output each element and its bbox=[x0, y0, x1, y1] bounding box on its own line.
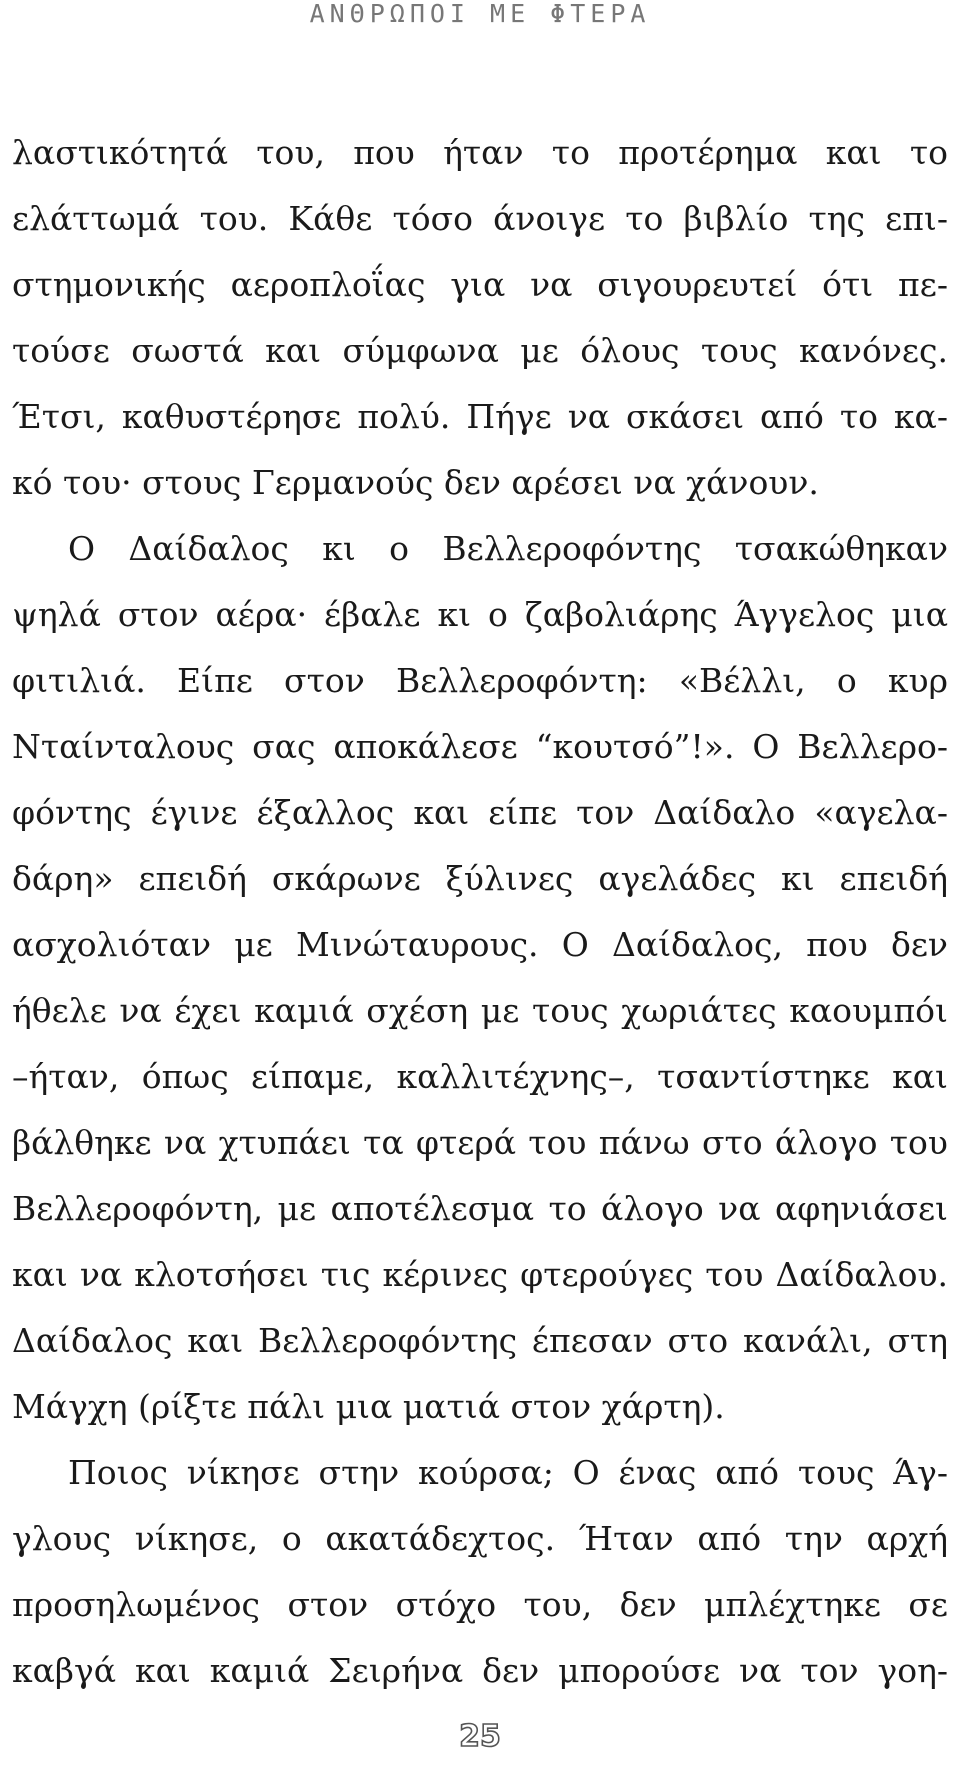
text-line-3: στημονικής αεροπλοΐας για να σιγουρευτεί ότι πε- bbox=[12, 265, 948, 304]
text-line-11: φόντης έγινε έξαλλος και είπε τον Δαίδαλο «αγελα- bbox=[12, 793, 948, 832]
text-line-13: ασχολιόταν με Μινώταυρους. Ο Δαίδαλος, που δεν bbox=[12, 925, 948, 964]
text-line-21: Ποιος νίκησε στην κούρσα; Ο ένας από τους Άγ- bbox=[68, 1453, 948, 1492]
text-line-2: ελάττωμά του. Κάθε τόσο άνοιγε το βιβλίο της επι- bbox=[12, 199, 948, 238]
page-number: 25 bbox=[459, 1719, 501, 1754]
running-head: ΑΝΘΡΩΠΟΙ ΜΕ ΦΤΕΡΑ bbox=[309, 0, 651, 28]
body-text bbox=[12, 120, 948, 1704]
text-line-10: Νταίνταλους σας αποκάλεσε “κουτσό”!». Ο Βελλερο- bbox=[12, 727, 948, 766]
text-line-20: Μάγχη (ρίξτε πάλι μια ματιά στον χάρτη). bbox=[12, 1387, 725, 1426]
text-line-22: γλους νίκησε, ο ακατάδεχτος. Ήταν από την αρχή bbox=[12, 1519, 948, 1558]
text-line-23: προσηλωμένος στον στόχο του, δεν μπλέχτηκε σε bbox=[12, 1585, 948, 1624]
text-line-6: κό του· στους Γερμανούς δεν αρέσει να χάνουν. bbox=[12, 463, 819, 502]
text-line-24: καβγά και καμιά Σειρήνα δεν μπορούσε να τον γοη- bbox=[12, 1651, 948, 1690]
text-line-9: φιτιλιά. Είπε στον Βελλεροφόντη: «Βέλλι, ο κυρ bbox=[12, 661, 948, 700]
text-line-8: ψηλά στον αέρα· έβαλε κι ο ζαβολιάρης Άγγελος μια bbox=[12, 595, 948, 634]
text-line-1: λαστικότητά του, που ήταν το προτέρημα και το bbox=[12, 133, 948, 172]
text-line-7: Ο Δαίδαλος κι ο Βελλεροφόντης τσακώθηκαν bbox=[68, 529, 948, 568]
text-line-5: Έτσι, καθυστέρησε πολύ. Πήγε να σκάσει από το κα- bbox=[12, 397, 948, 436]
text-line-15: –ήταν, όπως είπαμε, καλλιτέχνης–, τσαντίστηκε και bbox=[12, 1057, 948, 1096]
text-line-17: Βελλεροφόντη, με αποτέλεσμα το άλογο να αφηνιάσει bbox=[12, 1189, 948, 1228]
text-line-18: και να κλοτσήσει τις κέρινες φτερούγες του Δαίδαλου. bbox=[12, 1255, 948, 1294]
text-line-4: τούσε σωστά και σύμφωνα με όλους τους κανόνες. bbox=[12, 331, 948, 370]
text-line-12: δάρη» επειδή σκάρωνε ξύλινες αγελάδες κι επειδή bbox=[12, 859, 948, 898]
text-line-14: ήθελε να έχει καμιά σχέση με τους χωριάτες καουμπόι bbox=[12, 991, 948, 1030]
text-line-19: Δαίδαλος και Βελλεροφόντης έπεσαν στο κανάλι, στη bbox=[12, 1321, 948, 1360]
text-line-16: βάλθηκε να χτυπάει τα φτερά του πάνω στο άλογο του bbox=[12, 1123, 948, 1162]
